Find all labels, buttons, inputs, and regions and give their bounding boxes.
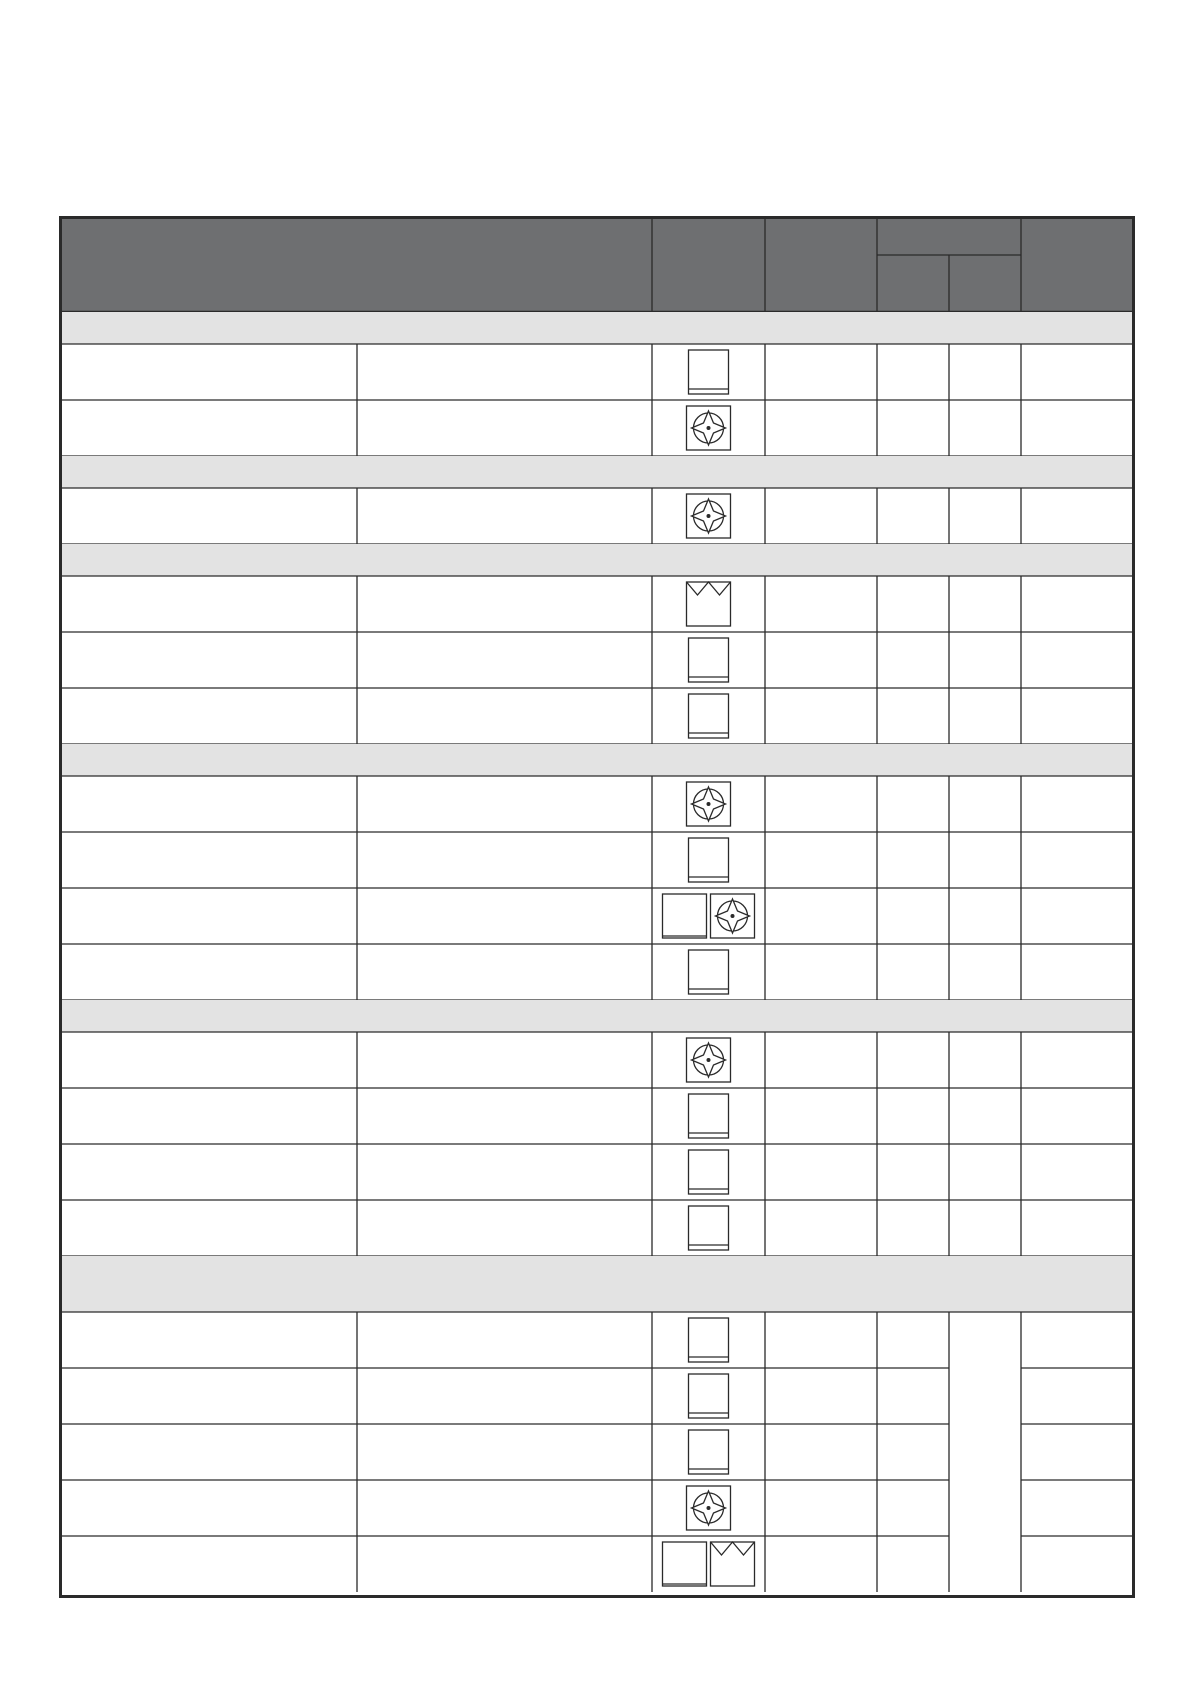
table-row — [62, 632, 1132, 688]
table-row — [62, 400, 1132, 456]
icon-cell — [689, 950, 729, 994]
table-row — [357, 1536, 1021, 1592]
icon-cell — [687, 782, 731, 826]
table-grid — [62, 219, 1132, 1595]
icon-cell — [687, 494, 731, 538]
table-row — [62, 888, 1132, 944]
table-row — [62, 1424, 1132, 1480]
table-row — [62, 1480, 1132, 1536]
compass-icon — [687, 782, 731, 826]
icon-cell — [689, 694, 729, 738]
table-row — [62, 1032, 1132, 1088]
icon-cell — [689, 1150, 729, 1194]
frame-icon — [663, 1542, 707, 1586]
icon-cell — [689, 1430, 729, 1474]
frame-icon — [689, 1318, 729, 1362]
table-row — [62, 1088, 1132, 1144]
icon-cell — [663, 1542, 755, 1586]
table-row — [62, 488, 1132, 544]
icon-cell — [663, 894, 755, 938]
notched-frame-icon — [687, 582, 731, 626]
table-row — [62, 1144, 1132, 1200]
notched-frame-icon — [711, 1542, 755, 1586]
icon-cell — [689, 1094, 729, 1138]
compass-icon — [687, 1486, 731, 1530]
frame-icon — [689, 350, 729, 394]
table-row — [62, 344, 1132, 400]
frame-icon — [689, 694, 729, 738]
compass-icon — [687, 494, 731, 538]
icon-cell — [687, 1038, 731, 1082]
table-row — [62, 832, 1132, 888]
table-row — [62, 576, 1132, 632]
frame-icon — [689, 1150, 729, 1194]
section-row — [62, 1256, 1132, 1312]
frame-icon — [689, 1094, 729, 1138]
section-row — [62, 1000, 1132, 1032]
frame-icon — [689, 950, 729, 994]
frame-icon — [689, 1430, 729, 1474]
icon-cell — [689, 350, 729, 394]
icon-cell — [687, 582, 731, 626]
section-row — [62, 744, 1132, 776]
table-row — [62, 688, 1132, 744]
table-row — [62, 1368, 1132, 1424]
compass-icon — [687, 406, 731, 450]
icon-cell — [689, 1206, 729, 1250]
table-row — [62, 1200, 1132, 1256]
data-table — [59, 216, 1135, 1598]
frame-icon — [663, 894, 707, 938]
frame-icon — [689, 1374, 729, 1418]
icon-cell — [689, 1374, 729, 1418]
frame-icon — [689, 838, 729, 882]
table-row — [62, 776, 1132, 832]
table-row — [62, 944, 1132, 1000]
frame-icon — [689, 1206, 729, 1250]
icon-cell — [687, 1486, 731, 1530]
icon-cell — [689, 1318, 729, 1362]
icon-cell — [689, 638, 729, 682]
section-row — [62, 544, 1132, 576]
section-row — [62, 456, 1132, 488]
icon-cell — [689, 838, 729, 882]
section-row — [62, 312, 1132, 344]
header-band — [62, 219, 1132, 312]
icon-cell — [687, 406, 731, 450]
compass-icon — [687, 1038, 731, 1082]
table-row — [62, 1312, 1132, 1368]
frame-icon — [689, 638, 729, 682]
compass-icon — [711, 894, 755, 938]
